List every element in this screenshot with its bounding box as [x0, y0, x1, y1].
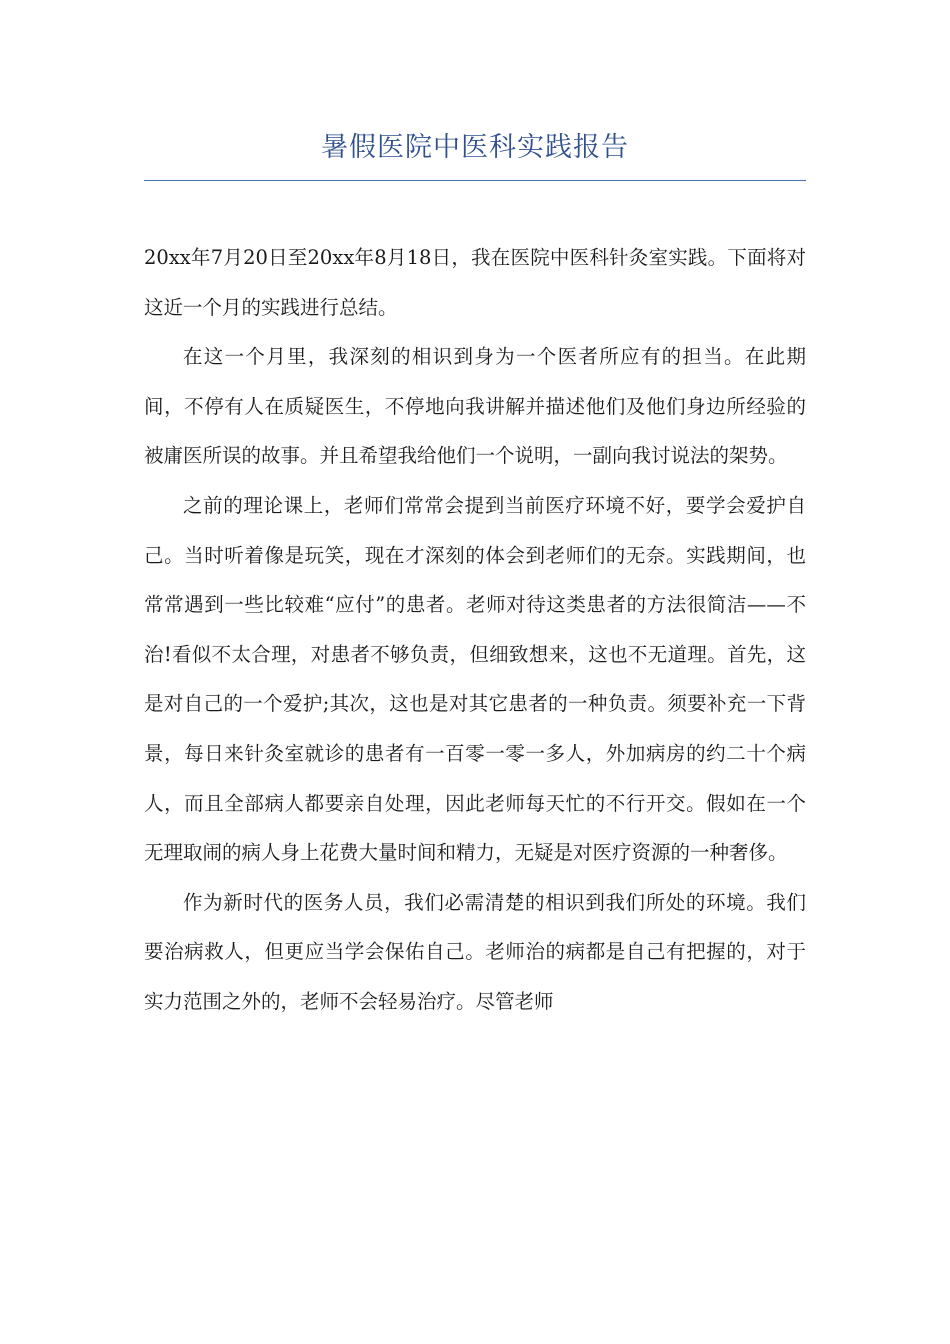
paragraph: 在这一个月里，我深刻的相识到身为一个医者所应有的担当。在此期间，不停有人在质疑医生，不停地向我讲解并描述他们及他们身边所经验的被庸医所误的故事。并且希望我给他们一个说明，一副向我讨说法的架势。	[144, 345, 806, 468]
title-underline	[144, 180, 806, 181]
document-title: 暑假医院中医科实践报告	[321, 132, 629, 163]
paragraph: 20xx年7月20日至20xx年8月18日，我在医院中医科针灸室实践。下面将对这近一个月的实践进行总结。	[144, 246, 806, 319]
document-body	[144, 233, 806, 1027]
paragraph: 之前的理论课上，老师们常常会提到当前医疗环境不好，要学会爱护自己。当时听着像是玩笑，现在才深刻的体会到老师们的无奈。实践期间，也常常遇到一些比较难“应付”的患者。老师对待这类患者的方法很简洁——不治!看似不太合理，对患者不够负责，但细致想来，这也不无道理。首先，这是对自己的一个爱护;其次，这也是对其它患者的一种负责。须要补充一下背景，每日来针灸室就诊的患者有一百零一零一多人，外加病房的约二十个病人，而且全部病人都要亲自处理，因此老师每天忙的不行开交。假如在一个无理取闹的病人身上花费大量时间和精力，无疑是对医疗资源的一种奢侈。	[144, 493, 806, 865]
paragraph: 作为新时代的医务人员，我们必需清楚的相识到我们所处的环境。我们要治病救人，但更应当学会保佑自己。老师治的病都是自己有把握的，对于实力范围之外的，老师不会轻易治疗。尽管老师	[144, 890, 806, 1013]
